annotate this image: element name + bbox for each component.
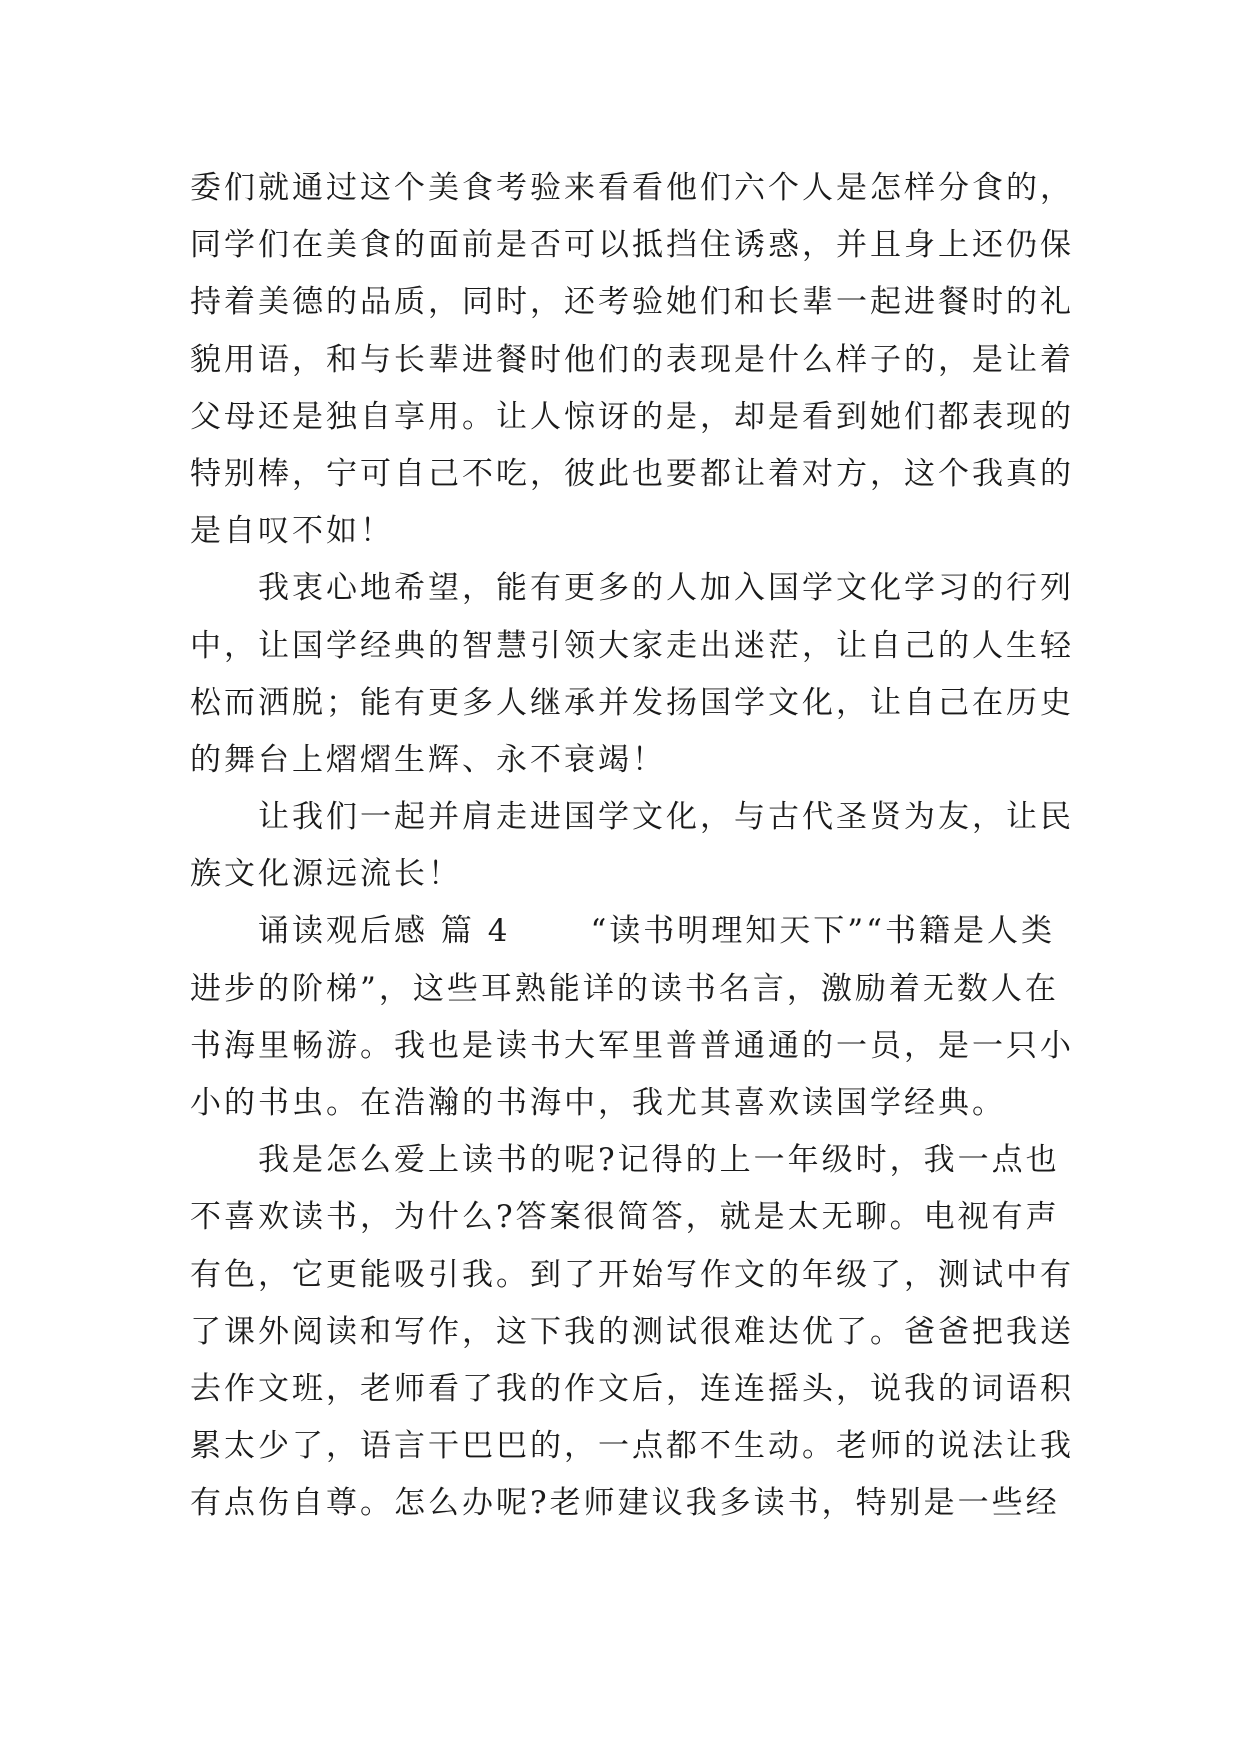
text-line: 松而洒脱；能有更多人继承并发扬国学文化，让自己在历史 [190, 684, 1074, 721]
section-heading: 诵读观后感 篇 4 [258, 913, 511, 950]
text-line: “读书明理知天下”“书籍是人类 [590, 913, 1055, 950]
text-line: 貌用语，和与长辈进餐时他们的表现是什么样子的，是让着 [190, 341, 1074, 378]
text-line: 同学们在美食的面前是否可以抵挡住诱惑，并且身上还仍保 [190, 227, 1074, 264]
text-line: 父母还是独自享用。让人惊讶的是，却是看到她们都表现的 [190, 398, 1074, 435]
text-line: 累太少了，语言干巴巴的，一点都不生动。老师的说法让我 [190, 1428, 1074, 1465]
text-line: 是自叹不如！ [190, 513, 394, 550]
text-line: 持着美德的品质，同时，还考验她们和长辈一起进餐时的礼 [190, 284, 1074, 321]
text-line: 去作文班，老师看了我的作文后，连连摇头，说我的词语积 [190, 1370, 1074, 1407]
section-heading-line [190, 903, 1070, 960]
text-line: 族文化源远流长！ [190, 856, 462, 893]
paragraph-start-line: 我衷心地希望，能有更多的人加入国学文化学习的行列 [258, 570, 1074, 607]
body-text [190, 160, 1074, 1533]
text-line: 了课外阅读和写作，这下我的测试很难达优了。爸爸把我送 [190, 1313, 1074, 1350]
text-line: 有色，它更能吸引我。到了开始写作文的年级了，测试中有 [190, 1256, 1074, 1293]
text-line: 委们就通过这个美食考验来看看他们六个人是怎样分食的， [190, 170, 1074, 206]
text-line: 小的书虫。在浩瀚的书海中，我尤其喜欢读国学经典。 [190, 1085, 1006, 1121]
text-line: 进步的阶梯”，这些耳熟能详的读书名言，激励着无数人在 [190, 970, 1059, 1007]
text-line: 书海里畅游。我也是读书大军里普普通通的一员，是一只小 [190, 1027, 1074, 1064]
text-line: 的舞台上熠熠生辉、永不衰竭！ [190, 741, 666, 778]
text-line: 有点伤自尊。怎么办呢?老师建议我多读书，特别是一些经 [190, 1485, 1060, 1522]
text-line: 特别棒，宁可自己不吃，彼此也要都让着对方，这个我真的 [190, 455, 1074, 492]
text-line: 不喜欢读书，为什么?答案很简答，就是太无聊。电视有声 [190, 1199, 1060, 1236]
text-line: 中，让国学经典的智慧引领大家走出迷茫，让自己的人生轻 [190, 627, 1074, 664]
paragraph-start-line: 让我们一起并肩走进国学文化，与古代圣贤为友，让民 [258, 799, 1074, 836]
paragraph-start-line: 我是怎么爱上读书的呢?记得的上一年级时，我一点也 [258, 1142, 1060, 1179]
